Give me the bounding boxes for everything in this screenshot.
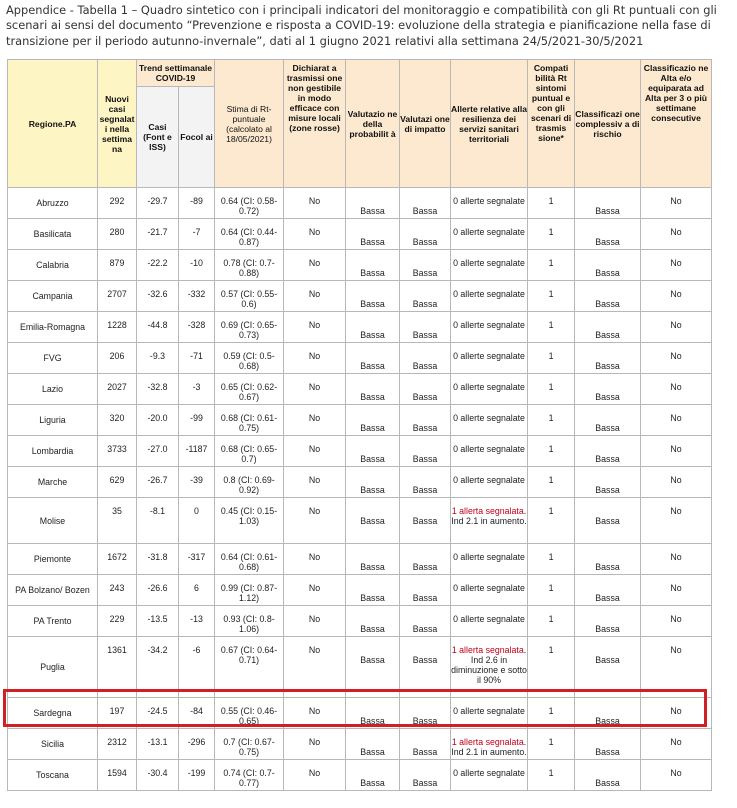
allerte-status: 0 allerte segnalate <box>453 614 525 624</box>
cell-dichiarata: No <box>284 606 346 637</box>
cell-dichiarata: No <box>284 544 346 575</box>
cell-rt: 0.55 (CI: 0.46-0.65) <box>215 698 284 729</box>
cell-regione: Marche <box>8 467 98 498</box>
cell-allerte <box>451 467 528 498</box>
cell-focolai: -13 <box>179 606 215 637</box>
cell-nuovi-casi: 197 <box>98 698 137 729</box>
header-dichiarata: Dichiarat a trasmissi one non gestibile in modo efficace con misure locali (zone rosse) <box>284 60 346 188</box>
cell-classificazione: Bassa <box>575 544 641 575</box>
header-regione: Regione.PA <box>8 60 98 188</box>
cell-compatibilita: 1 <box>528 405 575 436</box>
cell-compatibilita: 1 <box>528 343 575 374</box>
cell-alta: No <box>641 606 712 637</box>
table-row <box>8 250 712 281</box>
cell-casi: -20.0 <box>137 405 179 436</box>
cell-probabilita: Bassa <box>346 760 400 791</box>
cell-classificazione: Bassa <box>575 405 641 436</box>
cell-focolai: 6 <box>179 575 215 606</box>
cell-probabilita: Bassa <box>346 312 400 343</box>
cell-rt: 0.93 (CI: 0.8-1.06) <box>215 606 284 637</box>
cell-rt: 0.65 (CI: 0.62-0.67) <box>215 374 284 405</box>
cell-allerte <box>451 219 528 250</box>
cell-allerte <box>451 343 528 374</box>
cell-nuovi-casi: 229 <box>98 606 137 637</box>
cell-compatibilita: 1 <box>528 219 575 250</box>
header-probabilita: Valutazio ne della probabilit à <box>346 60 400 188</box>
cell-compatibilita: 1 <box>528 374 575 405</box>
cell-allerte <box>451 312 528 343</box>
cell-probabilita: Bassa <box>346 436 400 467</box>
cell-rt: 0.64 (CI: 0.61-0.68) <box>215 544 284 575</box>
cell-rt: 0.45 (CI: 0.15-1.03) <box>215 498 284 544</box>
cell-classificazione: Bassa <box>575 467 641 498</box>
cell-allerte <box>451 281 528 312</box>
cell-allerte <box>451 250 528 281</box>
cell-classificazione: Bassa <box>575 312 641 343</box>
cell-allerte <box>451 188 528 219</box>
cell-impatto: Bassa <box>400 374 451 405</box>
cell-impatto: Bassa <box>400 188 451 219</box>
allerte-status: 0 allerte segnalate <box>453 768 525 778</box>
table-row <box>8 312 712 343</box>
cell-focolai: -328 <box>179 312 215 343</box>
cell-regione: Molise <box>8 498 98 544</box>
cell-regione: Calabria <box>8 250 98 281</box>
cell-rt: 0.59 (CI: 0.5-0.68) <box>215 343 284 374</box>
cell-dichiarata: No <box>284 760 346 791</box>
cell-probabilita: Bassa <box>346 219 400 250</box>
cell-dichiarata: No <box>284 281 346 312</box>
cell-alta: No <box>641 219 712 250</box>
table-caption: Appendice - Tabella 1 – Quadro sintetico con i principali indicatori del monitoraggio e compatibilità con gli Rt puntuali con gli scenari ai sensi del documento “Prevenzione e risposta a COVID-19: evoluzione della strategia e pianificazione nella fase di transizione per il periodo autunno-invernale”, dati al 1 giugno 2021 relativi alla settimana 24/5/2021-30/5/2021 <box>6 3 717 48</box>
cell-compatibilita: 1 <box>528 312 575 343</box>
cell-classificazione: Bassa <box>575 436 641 467</box>
cell-impatto: Bassa <box>400 637 451 698</box>
cell-alta: No <box>641 343 712 374</box>
table-row <box>8 343 712 374</box>
cell-nuovi-casi: 629 <box>98 467 137 498</box>
allerte-status: 0 allerte segnalate <box>453 351 525 361</box>
header-trend: Trend settimanale COVID-19 <box>137 60 215 87</box>
allerte-status: 0 allerte segnalate <box>453 552 525 562</box>
cell-focolai: -71 <box>179 343 215 374</box>
cell-alta: No <box>641 312 712 343</box>
cell-nuovi-casi: 1594 <box>98 760 137 791</box>
cell-casi: -29.7 <box>137 188 179 219</box>
cell-dichiarata: No <box>284 188 346 219</box>
cell-casi: -26.6 <box>137 575 179 606</box>
cell-alta: No <box>641 188 712 219</box>
allerte-status: 1 allerta segnalata <box>451 645 524 655</box>
cell-probabilita: Bassa <box>346 698 400 729</box>
cell-casi: -44.8 <box>137 312 179 343</box>
cell-nuovi-casi: 3733 <box>98 436 137 467</box>
cell-nuovi-casi: 879 <box>98 250 137 281</box>
cell-casi: -31.8 <box>137 544 179 575</box>
table-body <box>8 188 712 791</box>
cell-allerte <box>451 575 528 606</box>
cell-allerte <box>451 544 528 575</box>
cell-classificazione: Bassa <box>575 188 641 219</box>
cell-probabilita: Bassa <box>346 374 400 405</box>
cell-nuovi-casi: 35 <box>98 498 137 544</box>
cell-compatibilita: 1 <box>528 698 575 729</box>
cell-dichiarata: No <box>284 729 346 760</box>
allerte-status: 0 allerte segnalate <box>453 706 525 716</box>
cell-compatibilita: 1 <box>528 606 575 637</box>
cell-alta: No <box>641 436 712 467</box>
cell-focolai: -317 <box>179 544 215 575</box>
table-row <box>8 281 712 312</box>
allerte-status: 0 allerte segnalate <box>453 413 525 423</box>
table-row <box>8 467 712 498</box>
allerte-note: . Ind 2.6 in diminuzione e sotto il 90% <box>451 645 527 685</box>
cell-regione: Lombardia <box>8 436 98 467</box>
cell-nuovi-casi: 320 <box>98 405 137 436</box>
allerte-note: . Ind 2.1 in aumento. <box>451 506 527 526</box>
cell-dichiarata: No <box>284 219 346 250</box>
cell-classificazione: Bassa <box>575 760 641 791</box>
cell-nuovi-casi: 2707 <box>98 281 137 312</box>
cell-focolai: -199 <box>179 760 215 791</box>
cell-classificazione: Bassa <box>575 698 641 729</box>
cell-alta: No <box>641 374 712 405</box>
cell-regione: Liguria <box>8 405 98 436</box>
allerte-status: 1 allerta segnalata <box>451 737 524 747</box>
cell-compatibilita: 1 <box>528 250 575 281</box>
cell-probabilita: Bassa <box>346 637 400 698</box>
cell-compatibilita: 1 <box>528 188 575 219</box>
cell-probabilita: Bassa <box>346 544 400 575</box>
cell-impatto: Bassa <box>400 405 451 436</box>
cell-probabilita: Bassa <box>346 188 400 219</box>
cell-casi: -27.0 <box>137 436 179 467</box>
cell-dichiarata: No <box>284 374 346 405</box>
allerte-status: 0 allerte segnalate <box>453 583 525 593</box>
cell-classificazione: Bassa <box>575 374 641 405</box>
cell-alta: No <box>641 698 712 729</box>
cell-classificazione: Bassa <box>575 250 641 281</box>
cell-dichiarata: No <box>284 467 346 498</box>
cell-probabilita: Bassa <box>346 250 400 281</box>
cell-compatibilita: 1 <box>528 760 575 791</box>
cell-nuovi-casi: 1672 <box>98 544 137 575</box>
cell-allerte <box>451 405 528 436</box>
cell-regione: Emilia-Romagna <box>8 312 98 343</box>
cell-allerte <box>451 436 528 467</box>
header-rt: Stima di Rt-puntuale (calcolato al 18/05/2021) <box>215 60 284 188</box>
cell-alta: No <box>641 467 712 498</box>
cell-probabilita: Bassa <box>346 405 400 436</box>
table-row <box>8 219 712 250</box>
table-row <box>8 498 712 544</box>
cell-classificazione: Bassa <box>575 281 641 312</box>
cell-casi: -32.8 <box>137 374 179 405</box>
cell-compatibilita: 1 <box>528 544 575 575</box>
cell-casi: -9.3 <box>137 343 179 374</box>
cell-nuovi-casi: 2312 <box>98 729 137 760</box>
table-row <box>8 729 712 760</box>
cell-regione: FVG <box>8 343 98 374</box>
cell-allerte <box>451 729 528 760</box>
table-row <box>8 405 712 436</box>
header-classificazione: Classificazi one complessiv a di rischio <box>575 60 641 188</box>
cell-alta: No <box>641 729 712 760</box>
cell-focolai: -39 <box>179 467 215 498</box>
cell-impatto: Bassa <box>400 219 451 250</box>
cell-rt: 0.68 (CI: 0.61-0.75) <box>215 405 284 436</box>
cell-regione: Lazio <box>8 374 98 405</box>
cell-compatibilita: 1 <box>528 281 575 312</box>
cell-casi: -8.1 <box>137 498 179 544</box>
cell-classificazione: Bassa <box>575 729 641 760</box>
cell-nuovi-casi: 292 <box>98 188 137 219</box>
cell-dichiarata: No <box>284 405 346 436</box>
cell-classificazione: Bassa <box>575 637 641 698</box>
cell-alta: No <box>641 405 712 436</box>
cell-impatto: Bassa <box>400 575 451 606</box>
cell-rt: 0.68 (CI: 0.65-0.7) <box>215 436 284 467</box>
cell-rt: 0.64 (CI: 0.44-0.87) <box>215 219 284 250</box>
cell-impatto: Bassa <box>400 544 451 575</box>
table-row <box>8 606 712 637</box>
cell-casi: -24.5 <box>137 698 179 729</box>
cell-impatto: Bassa <box>400 606 451 637</box>
cell-dichiarata: No <box>284 498 346 544</box>
cell-regione: Puglia <box>8 637 98 698</box>
table-row <box>8 575 712 606</box>
allerte-status: 0 allerte segnalate <box>453 196 525 206</box>
cell-focolai: -10 <box>179 250 215 281</box>
cell-allerte <box>451 606 528 637</box>
cell-probabilita: Bassa <box>346 281 400 312</box>
cell-compatibilita: 1 <box>528 498 575 544</box>
cell-rt: 0.8 (CI: 0.69-0.92) <box>215 467 284 498</box>
cell-allerte <box>451 374 528 405</box>
cell-compatibilita: 1 <box>528 575 575 606</box>
cell-probabilita: Bassa <box>346 343 400 374</box>
cell-classificazione: Bassa <box>575 498 641 544</box>
cell-allerte <box>451 760 528 791</box>
cell-regione: PA Bolzano/ Bozen <box>8 575 98 606</box>
cell-regione: Campania <box>8 281 98 312</box>
cell-focolai: -296 <box>179 729 215 760</box>
cell-alta: No <box>641 575 712 606</box>
cell-dichiarata: No <box>284 250 346 281</box>
cell-casi: -13.1 <box>137 729 179 760</box>
cell-regione: Sicilia <box>8 729 98 760</box>
header-casi: Casi (Font e ISS) <box>137 87 179 188</box>
cell-probabilita: Bassa <box>346 575 400 606</box>
allerte-status: 0 allerte segnalate <box>453 258 525 268</box>
cell-impatto: Bassa <box>400 343 451 374</box>
cell-casi: -32.6 <box>137 281 179 312</box>
cell-probabilita: Bassa <box>346 467 400 498</box>
header-allerte: Allerte relative alla resilienza dei servizi sanitari territoriali <box>451 60 528 188</box>
table-row <box>8 374 712 405</box>
cell-compatibilita: 1 <box>528 467 575 498</box>
cell-dichiarata: No <box>284 575 346 606</box>
cell-regione: Sardegna <box>8 698 98 729</box>
cell-nuovi-casi: 243 <box>98 575 137 606</box>
cell-nuovi-casi: 1361 <box>98 637 137 698</box>
cell-rt: 0.64 (CI: 0.58-0.72) <box>215 188 284 219</box>
cell-rt: 0.69 (CI: 0.65-0.73) <box>215 312 284 343</box>
cell-classificazione: Bassa <box>575 219 641 250</box>
header-impatto: Valutazi one di impatto <box>400 60 451 188</box>
cell-alta: No <box>641 250 712 281</box>
allerte-note: . Ind 2.1 in aumento. <box>451 737 527 757</box>
cell-impatto: Bassa <box>400 312 451 343</box>
cell-rt: 0.7 (CI: 0.67-0.75) <box>215 729 284 760</box>
cell-dichiarata: No <box>284 312 346 343</box>
cell-classificazione: Bassa <box>575 606 641 637</box>
allerte-status: 0 allerte segnalate <box>453 320 525 330</box>
cell-compatibilita: 1 <box>528 729 575 760</box>
cell-nuovi-casi: 1228 <box>98 312 137 343</box>
cell-casi: -34.2 <box>137 637 179 698</box>
allerte-status: 1 allerta segnalata <box>451 506 524 516</box>
cell-nuovi-casi: 2027 <box>98 374 137 405</box>
cell-focolai: -99 <box>179 405 215 436</box>
cell-alta: No <box>641 637 712 698</box>
cell-compatibilita: 1 <box>528 637 575 698</box>
cell-probabilita: Bassa <box>346 606 400 637</box>
cell-nuovi-casi: 280 <box>98 219 137 250</box>
cell-allerte <box>451 637 528 698</box>
cell-focolai: -332 <box>179 281 215 312</box>
cell-rt: 0.99 (CI: 0.87-1.12) <box>215 575 284 606</box>
allerte-status: 0 allerte segnalate <box>453 444 525 454</box>
cell-focolai: -7 <box>179 219 215 250</box>
cell-focolai: 0 <box>179 498 215 544</box>
cell-classificazione: Bassa <box>575 575 641 606</box>
monitoring-table <box>7 59 712 791</box>
cell-impatto: Bassa <box>400 698 451 729</box>
table-row <box>8 436 712 467</box>
cell-classificazione: Bassa <box>575 343 641 374</box>
cell-casi: -21.7 <box>137 219 179 250</box>
cell-impatto: Bassa <box>400 281 451 312</box>
cell-focolai: -89 <box>179 188 215 219</box>
cell-impatto: Bassa <box>400 498 451 544</box>
cell-probabilita: Bassa <box>346 498 400 544</box>
allerte-status: 0 allerte segnalate <box>453 227 525 237</box>
header-compatibilita: Compati bilità Rt sintomi puntual e con gli scenari di trasmis sione* <box>528 60 575 188</box>
cell-dichiarata: No <box>284 436 346 467</box>
cell-compatibilita: 1 <box>528 436 575 467</box>
cell-casi: -26.7 <box>137 467 179 498</box>
table-row <box>8 188 712 219</box>
table-row <box>8 544 712 575</box>
cell-impatto: Bassa <box>400 436 451 467</box>
cell-rt: 0.74 (CI: 0.7-0.77) <box>215 760 284 791</box>
table-row <box>8 637 712 698</box>
cell-alta: No <box>641 760 712 791</box>
cell-alta: No <box>641 544 712 575</box>
cell-dichiarata: No <box>284 343 346 374</box>
cell-focolai: -6 <box>179 637 215 698</box>
cell-focolai: -1187 <box>179 436 215 467</box>
cell-allerte <box>451 498 528 544</box>
cell-allerte <box>451 698 528 729</box>
allerte-status: 0 allerte segnalate <box>453 382 525 392</box>
cell-regione: Abruzzo <box>8 188 98 219</box>
cell-nuovi-casi: 206 <box>98 343 137 374</box>
cell-impatto: Bassa <box>400 760 451 791</box>
cell-regione: Toscana <box>8 760 98 791</box>
cell-dichiarata: No <box>284 637 346 698</box>
cell-rt: 0.67 (CI: 0.64-0.71) <box>215 637 284 698</box>
cell-probabilita: Bassa <box>346 729 400 760</box>
header-nuovi-casi: Nuovi casi segnalat i nella settima na <box>98 60 137 188</box>
cell-casi: -30.4 <box>137 760 179 791</box>
cell-impatto: Bassa <box>400 467 451 498</box>
cell-regione: Basilicata <box>8 219 98 250</box>
cell-rt: 0.57 (CI: 0.55-0.6) <box>215 281 284 312</box>
cell-impatto: Bassa <box>400 250 451 281</box>
allerte-status: 0 allerte segnalate <box>453 475 525 485</box>
table-row <box>8 760 712 791</box>
cell-focolai: -3 <box>179 374 215 405</box>
cell-rt: 0.78 (CI: 0.7-0.88) <box>215 250 284 281</box>
cell-casi: -22.2 <box>137 250 179 281</box>
cell-casi: -13.5 <box>137 606 179 637</box>
cell-alta: No <box>641 498 712 544</box>
cell-regione: PA Trento <box>8 606 98 637</box>
cell-focolai: -84 <box>179 698 215 729</box>
table-row <box>8 698 712 729</box>
allerte-status: 0 allerte segnalate <box>453 289 525 299</box>
cell-dichiarata: No <box>284 698 346 729</box>
cell-regione: Piemonte <box>8 544 98 575</box>
header-alta: Classificazio ne Alta e/o equiparata ad Alta per 3 o più settimane consecutive <box>641 60 712 188</box>
cell-alta: No <box>641 281 712 312</box>
header-focolai: Focol ai <box>179 87 215 188</box>
cell-impatto: Bassa <box>400 729 451 760</box>
